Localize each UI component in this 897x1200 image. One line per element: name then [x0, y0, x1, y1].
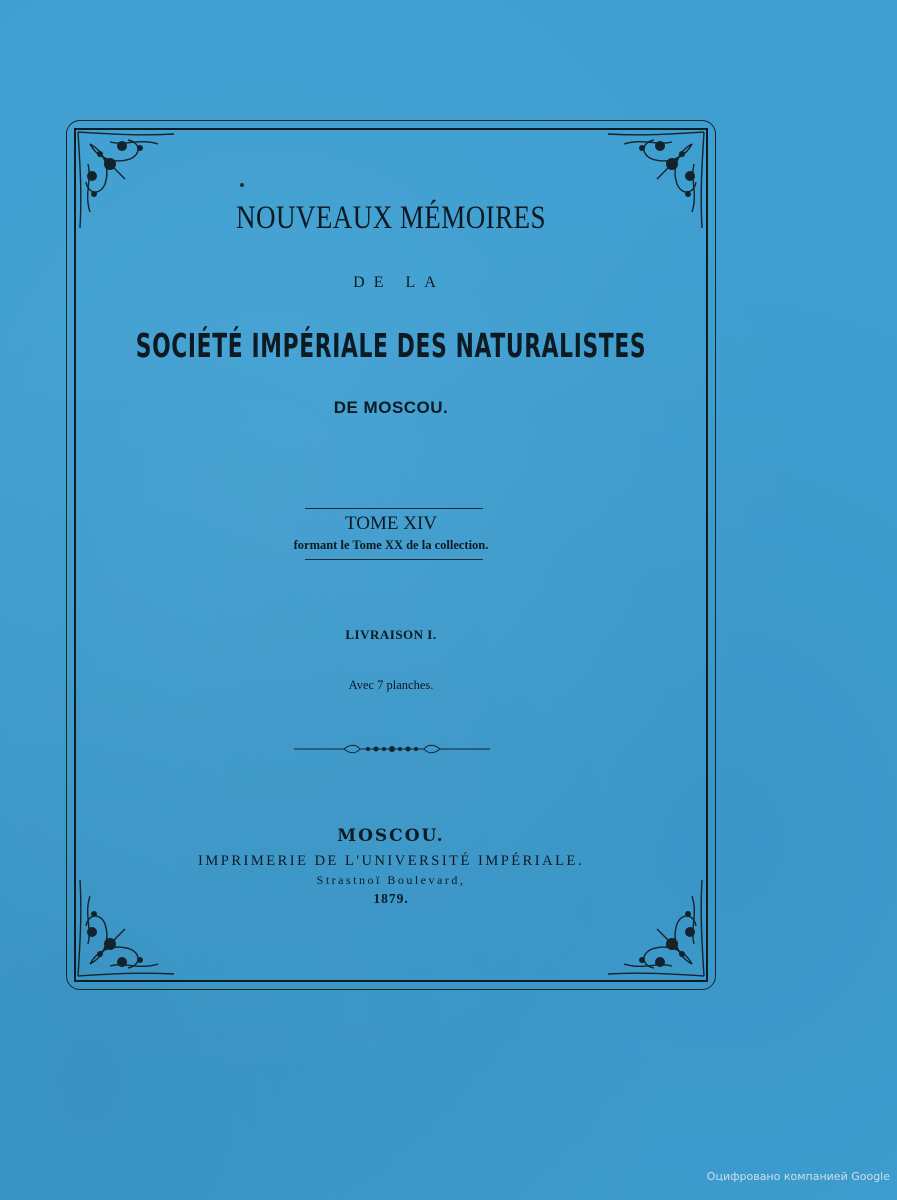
- society-city: DE MOSCOU.: [333, 398, 449, 417]
- tome-collection-note: formant le Tome XX de la collection.: [293, 538, 489, 552]
- planches-note: Avec 7 planches.: [348, 678, 434, 692]
- imprint-printer: IMPRIMERIE DE L'UNIVERSITÉ IMPÉRIALE.: [198, 853, 584, 869]
- imprint-address: Strastnoï Boulevard,: [316, 873, 466, 887]
- ornamental-divider-icon: [294, 741, 490, 757]
- imprint-place: MOSCOU.: [337, 826, 445, 846]
- rule-above-tome: [305, 508, 483, 509]
- livraison: LIVRAISON I.: [345, 627, 437, 642]
- imprint-year: 1879.: [373, 891, 409, 906]
- main-title: NOUVEAUX MÉMOIRES: [236, 200, 546, 236]
- ink-dot: [240, 183, 244, 187]
- rule-below-tome: [305, 559, 483, 560]
- title-de-la: DE LA: [353, 274, 445, 291]
- society-name: SOCIÉTÉ IMPÉRIALE DES NATURALISTES: [135, 326, 647, 365]
- tome-number: TOME XIV: [344, 513, 437, 534]
- digitization-watermark: Оцифровано компанией Google: [706, 1170, 890, 1183]
